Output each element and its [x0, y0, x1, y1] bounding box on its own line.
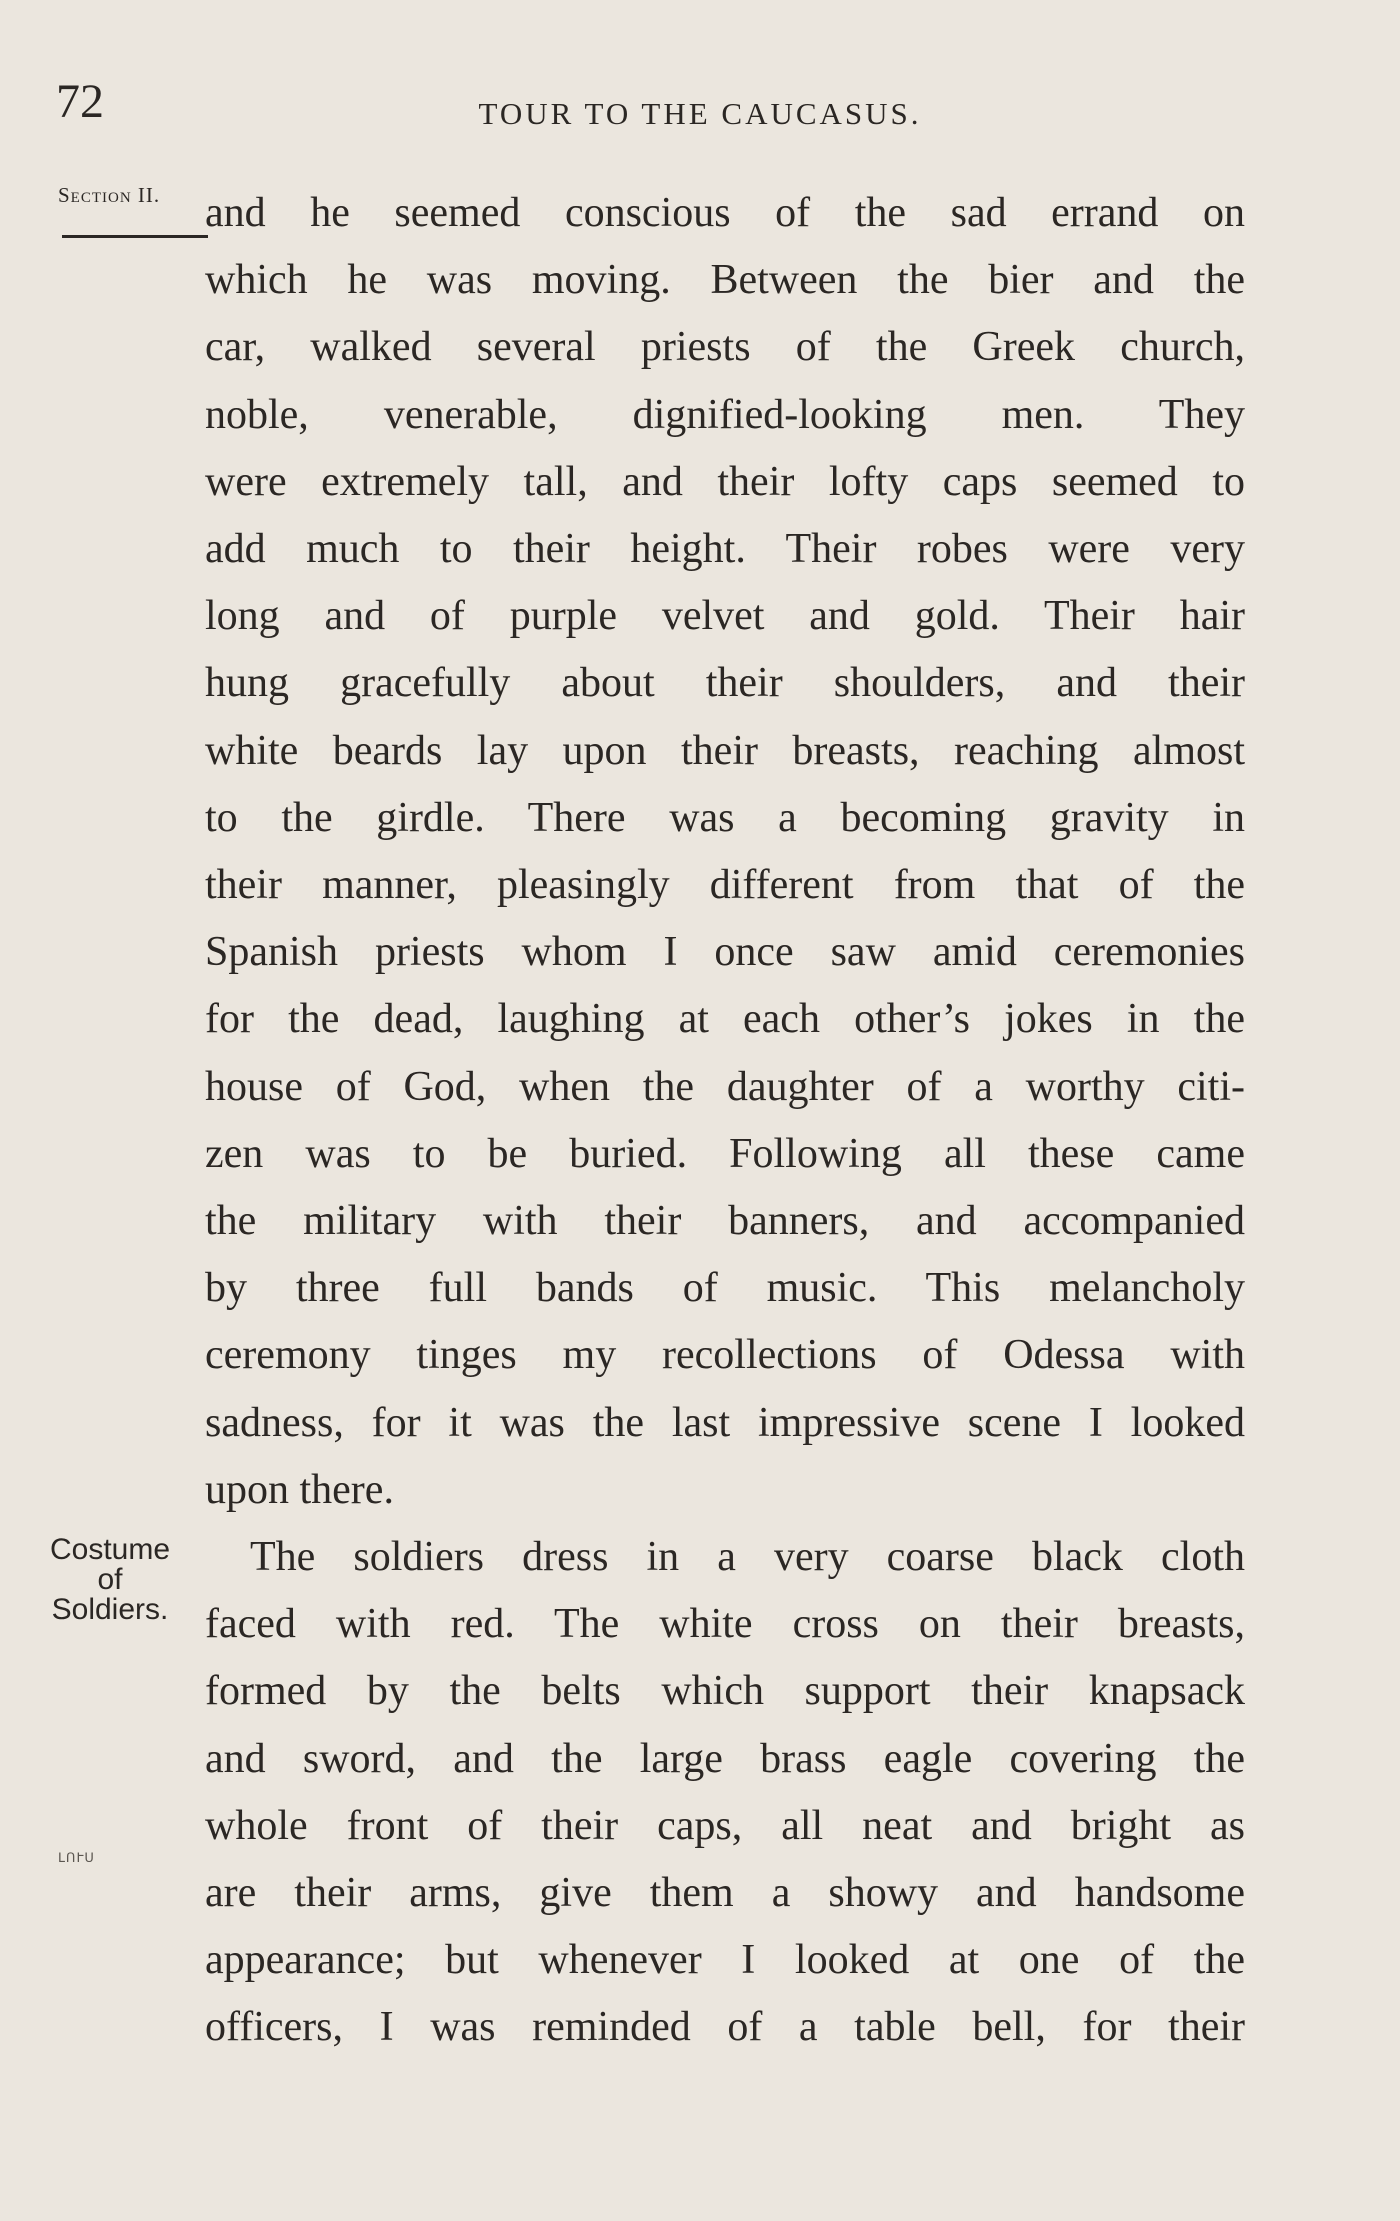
text-line: and he seemed conscious of the sad errand on — [205, 190, 1245, 236]
page-number: 72 — [56, 75, 104, 128]
text-line: hung gracefully about their shoulders, and their — [205, 660, 1245, 707]
text-line: by three full bands of music. This melancholy — [205, 1265, 1245, 1312]
running-head: TOUR TO THE CAUCASUS. — [478, 96, 922, 131]
sidenote-line: of — [97, 1563, 123, 1596]
text-line: long and of purple velvet and gold. Their hair — [205, 593, 1245, 640]
text-line: faced with red. The white cross on their breasts, — [205, 1601, 1245, 1648]
text-line: house of God, when the daughter of a worthy citi- — [205, 1063, 1245, 1110]
sidenote-costume-of-soldiers — [38, 1535, 182, 1625]
body-text — [205, 180, 1245, 2062]
text-line: to the girdle. There was a becoming gravity in — [205, 794, 1245, 841]
text-line: white beards lay upon their breasts, reaching almost — [205, 727, 1245, 774]
text-line: The soldiers dress in a very coarse black cloth — [250, 1534, 1245, 1581]
sidenote-line: Soldiers. — [51, 1593, 169, 1626]
text-line: officers, I was reminded of a table bell, for their — [205, 2004, 1245, 2051]
text-line: and sword, and the large brass eagle covering the — [205, 1735, 1245, 1782]
library-stamp: ԼՈՒՍ — [58, 1850, 95, 1865]
text-line: for the dead, laughing at each other’s jokes in the — [205, 996, 1245, 1043]
text-line: Spanish priests whom I once saw amid ceremonies — [205, 929, 1245, 976]
text-line: appearance; but whenever I looked at one of the — [205, 1937, 1245, 1984]
text-line: upon there. — [205, 1466, 394, 1513]
section-label: Section II. — [58, 183, 161, 207]
text-line: were extremely tall, and their lofty caps seemed to — [205, 458, 1245, 505]
text-line: are their arms, give them a showy and handsome — [205, 1870, 1245, 1917]
sidenote-line: Costume — [49, 1533, 171, 1566]
text-line: ceremony tinges my recollections of Odessa with — [205, 1332, 1245, 1379]
text-line: the military with their banners, and accompanied — [205, 1198, 1245, 1245]
text-line: formed by the belts which support their knapsack — [205, 1668, 1245, 1715]
text-line: noble, venerable, dignified-looking men. They — [205, 391, 1245, 438]
text-line: car, walked several priests of the Greek church, — [205, 324, 1245, 371]
section-rule — [62, 235, 208, 238]
text-line: their manner, pleasingly different from that of the — [205, 862, 1245, 909]
text-line: whole front of their caps, all neat and bright as — [205, 1802, 1245, 1849]
text-line: add much to their height. Their robes were very — [205, 526, 1245, 573]
text-line: zen was to be buried. Following all these came — [205, 1130, 1245, 1177]
text-line: which he was moving. Between the bier and the — [205, 257, 1245, 304]
text-line: sadness, for it was the last impressive scene I looked — [205, 1399, 1245, 1446]
